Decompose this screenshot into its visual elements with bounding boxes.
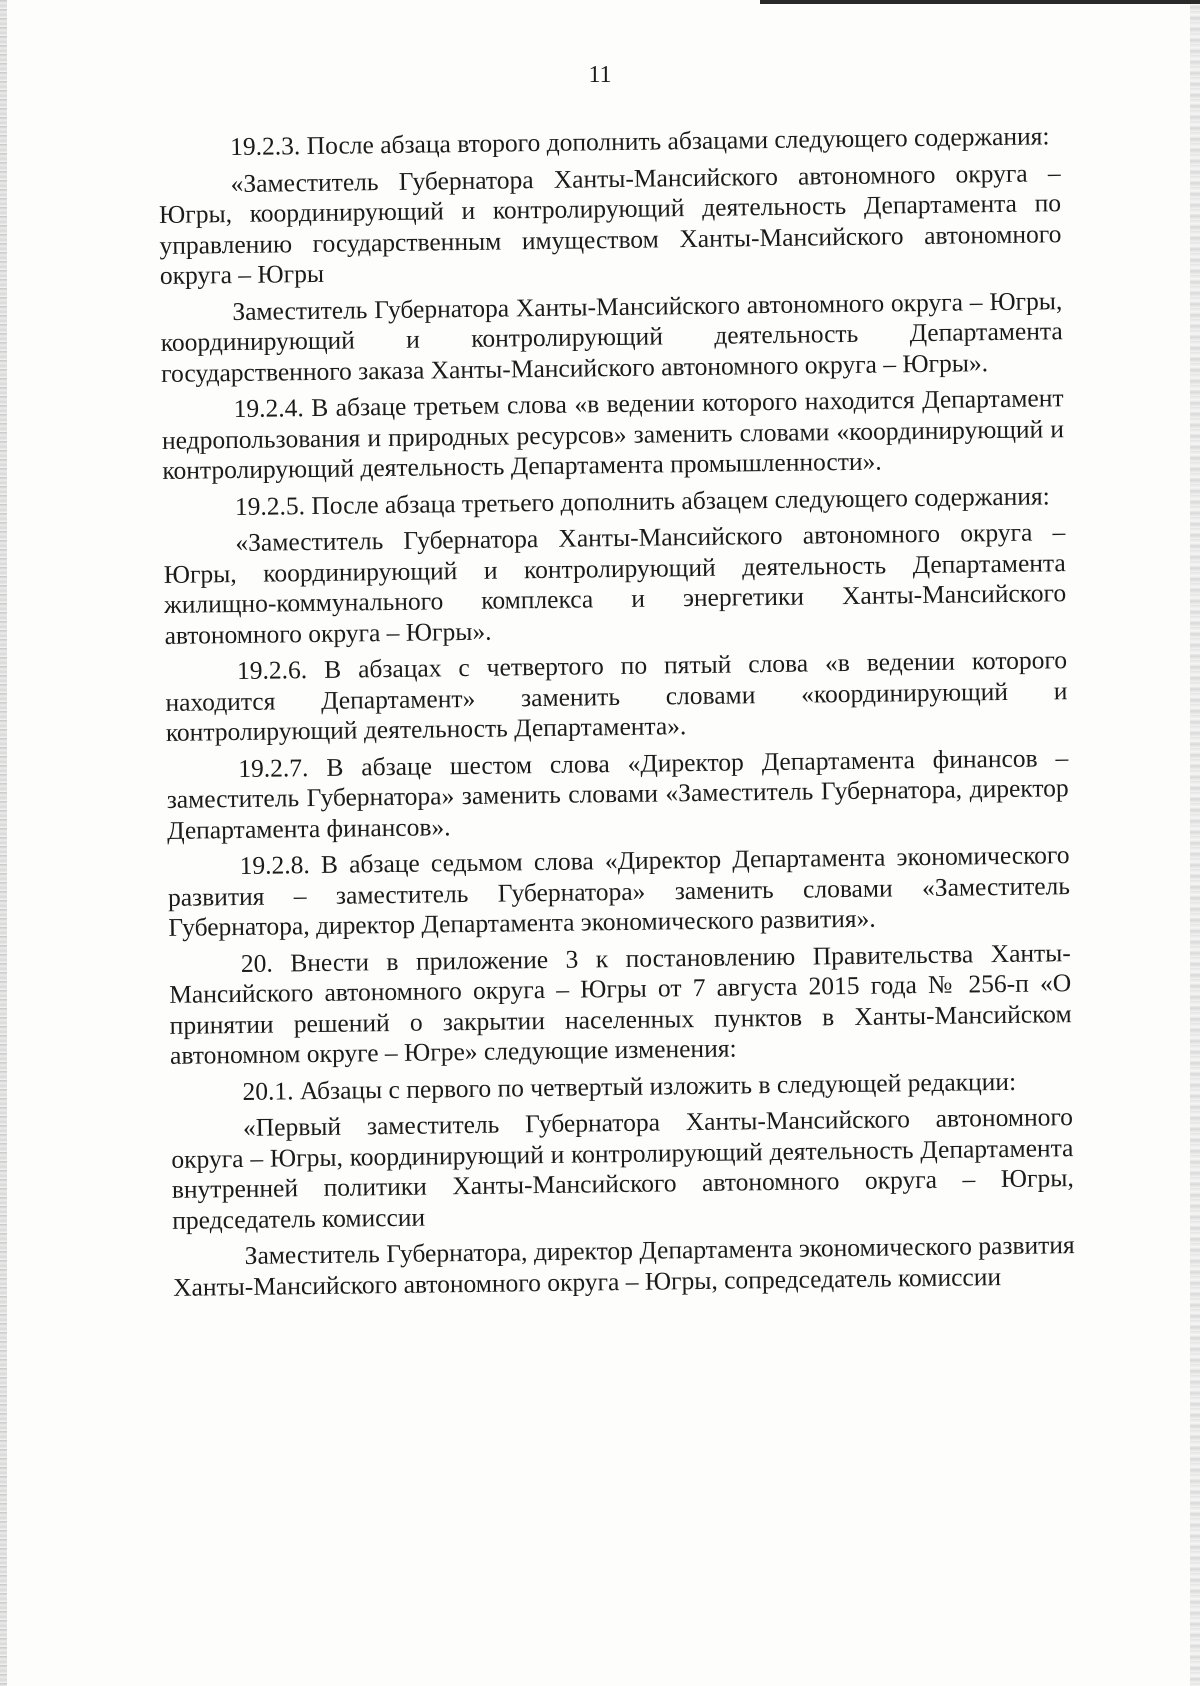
paragraph-20-1: 20.1. Абзацы с первого по четвертый изложить в следующей редакции:: [242, 1066, 1017, 1106]
document-body: [158, 121, 1075, 1309]
scan-edge-right: [1190, 0, 1200, 1686]
paragraph-insert-deputy-procurement: Заместитель Губернатора Ханты-Мансийского автономного округа – Югры, координирующий и контролирующий деятельность Департамента государственного заказа Ханты-Мансийского автономного округа – Югры».: [160, 285, 1063, 388]
paragraph-19-2-4: 19.2.4. В абзаце третьем слова «в ведении которого находится Департамент недропользования и природных ресурсов» заменить словами «координирующий и контролирующий деятельность Департамента промышленности».: [161, 383, 1065, 485]
scan-edge-left: [0, 0, 7, 1686]
paragraph-19-2-7: 19.2.7. В абзаце шестом слова «Директор Департамента финансов – заместитель Губернатора» заменить словами «Заместитель Губернатора, директор Департамента финансов».: [166, 742, 1069, 845]
paragraph-19-2-8: 19.2.8. В абзаце седьмом слова «Директор Департамента экономического развития – заместитель Губернатора» заменить словами «Заместитель Губернатора, директор Департамента экономического развития».: [167, 840, 1071, 942]
paragraph-insert-deputy-property: «Заместитель Губернатора Ханты-Мансийского автономного округа – Югры, координирующий и контролирующий деятельность Департамента по управлению государственным имуществом Ханты-Мансийского автономного округа – Югры: [158, 157, 1062, 290]
paragraph-19-2-6: 19.2.6. В абзацах с четвертого по пятый слова «в ведении которого находится Департамент» заменить словами «координирующий и контролирующий деятельность Департамента».: [165, 645, 1068, 747]
paragraph-insert-deputy-housing: «Заместитель Губернатора Ханты-Мансийского автономного округа – Югры, координирующий и контролирующий деятельность Департамента жилищно-коммунального комплекса и энергетики Ханты-Мансийского автономного округа – Югры».: [163, 517, 1067, 650]
paragraph-new-first-deputy: «Первый заместитель Губернатора Ханты-Мансийского автономного округа – Югры, координирующий и контролирующий деятельность Департамента внутренней политики Ханты-Мансийского автономного округа – Югры, председатель комиссии: [171, 1102, 1074, 1235]
paragraph-19-2-3: 19.2.3. После абзаца второго дополнить абзацами следующего содержания:: [229, 121, 1050, 162]
page-number: 11: [588, 62, 612, 88]
paragraph-19-2-5: 19.2.5. После абзаца третьего дополнить абзацем следующего содержания:: [234, 480, 1050, 521]
scan-edge-top: [760, 0, 1200, 4]
paragraph-new-deputy-economy: Заместитель Губернатора, директор Департамента экономического развития Ханты-Мансийского автономного округа – Югры, сопредседатель комиссии: [172, 1230, 1075, 1302]
paragraph-20: 20. Внести в приложение 3 к постановлению Правительства Ханты-Мансийского автономного округа – Югры от 7 августа 2015 года № 256-п «О принятии решений о закрытии населенных пунктов в Ханты-Мансийском автономном округе – Югре» следующие изменения:: [169, 937, 1072, 1070]
